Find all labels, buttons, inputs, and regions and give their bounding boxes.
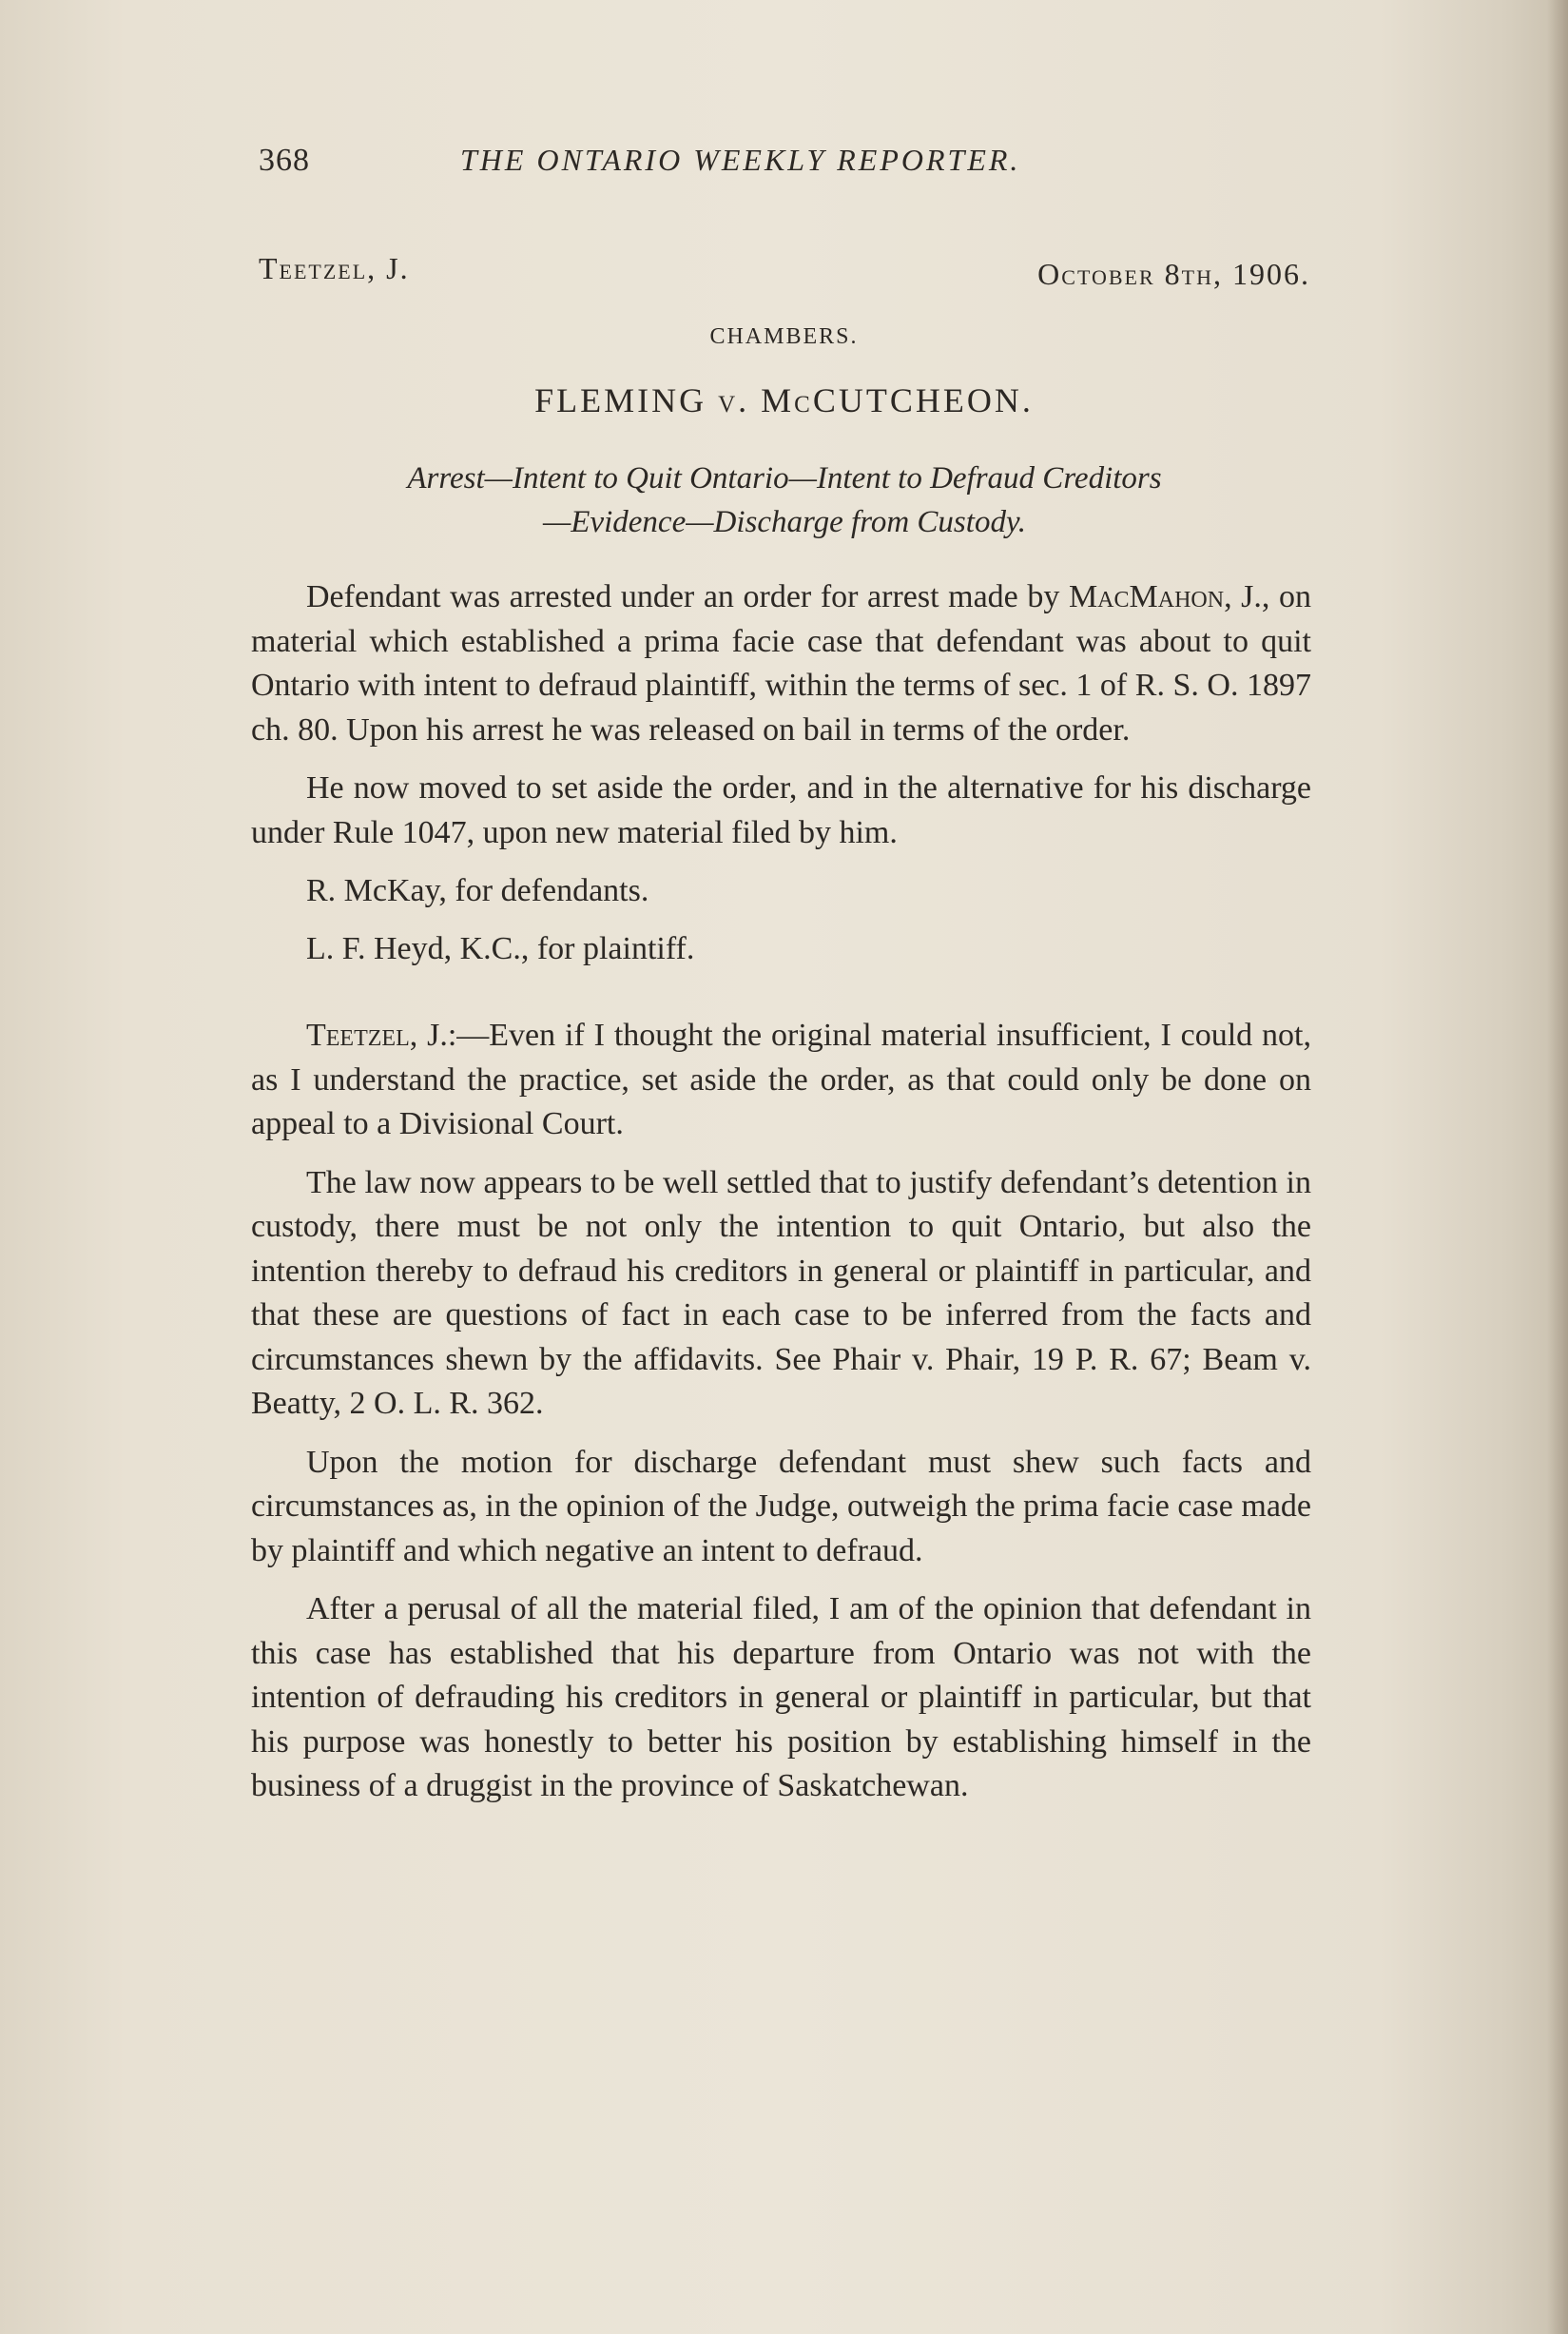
decision-date: October 8th, 1906. (1037, 257, 1310, 291)
paragraph-conclusion: After a perusal of all the material filed, I am of the opinion that defendant in this case has established that his departure from Ontario was not with the intention of defrauding his creditors in general or plaintiff in particular, but that his purpose was honestly to better his position by establishing himself in the business of a druggist in the province of Saskatchewan. (251, 1591, 1311, 1803)
headnote-line-1: Arrest—Intent to Quit Ontario—Intent to Defraud Creditors (407, 461, 1162, 496)
paragraph-judgment-opening (251, 1014, 1311, 1147)
paragraph-facts-text-2: , J., on material which established a prima facie case that defendant was about to quit Ontario with intent to defraud plaintiff, within the terms of sec. 1 of R. S. O. 1897 ch. 80. Upon his arrest he was released on bail in terms of the order. (251, 579, 1311, 748)
page-number: 368 (259, 143, 310, 178)
case-name: FLEMING v. McCUTCHEON. (534, 381, 1034, 419)
judge-name: Teetzel, J. (259, 251, 410, 285)
judgment-body (251, 575, 1311, 1823)
paragraph-discharge: Upon the motion for discharge defendant must shew such facts and circumstances as, in the opinion of the Judge, outweigh the prima facie case made by plaintiff and which negative an intent to defraud. (251, 1444, 1312, 1568)
headnote (259, 457, 1310, 544)
judge-reference: MacMahon (1068, 579, 1225, 614)
page-edge-shadow (1547, 0, 1568, 2334)
paragraph-law: The law now appears to be well settled that to justify defendant’s detention in custody, there must be not only the intention to quit Ontario, but also the intention thereby to defraud his creditors in general or plaintiff in particular, and that these are questions of fact in each case to be inferred from the facts and circumstances shewn by the affidavits. See Phair v. Phair, 19 P. R. 67; Beam v. Beatty, 2 O. L. R. 362. (251, 1164, 1311, 1421)
court-label: CHAMBERS. (709, 324, 859, 349)
case-header-line (259, 251, 1310, 295)
journal-title: THE ONTARIO WEEKLY REPORTER. (460, 143, 1021, 177)
running-head (259, 143, 1341, 190)
counsel-defendants: R. McKay, for defendants. (306, 873, 649, 908)
headnote-line-2: —Evidence—Discharge from Custody. (542, 505, 1027, 539)
paragraph-motion: He now moved to set aside the order, and in the alternative for his discharge under Rule 1047, upon new material filed by him. (251, 770, 1311, 850)
paragraph-facts-text-1: Defendant was arrested under an order for arrest made by (306, 579, 1069, 614)
paragraph-facts (251, 575, 1311, 752)
paragraph-judgment-opening-text: , J.:—Even if I thought the original material insufficient, I could not, as I understand the practice, set aside the order, as that could only be done on appeal to a Divisional Court. (251, 1018, 1311, 1141)
judge-reference-opening: Teetzel (306, 1018, 410, 1053)
counsel-plaintiff: L. F. Heyd, K.C., for plaintiff. (306, 930, 695, 966)
